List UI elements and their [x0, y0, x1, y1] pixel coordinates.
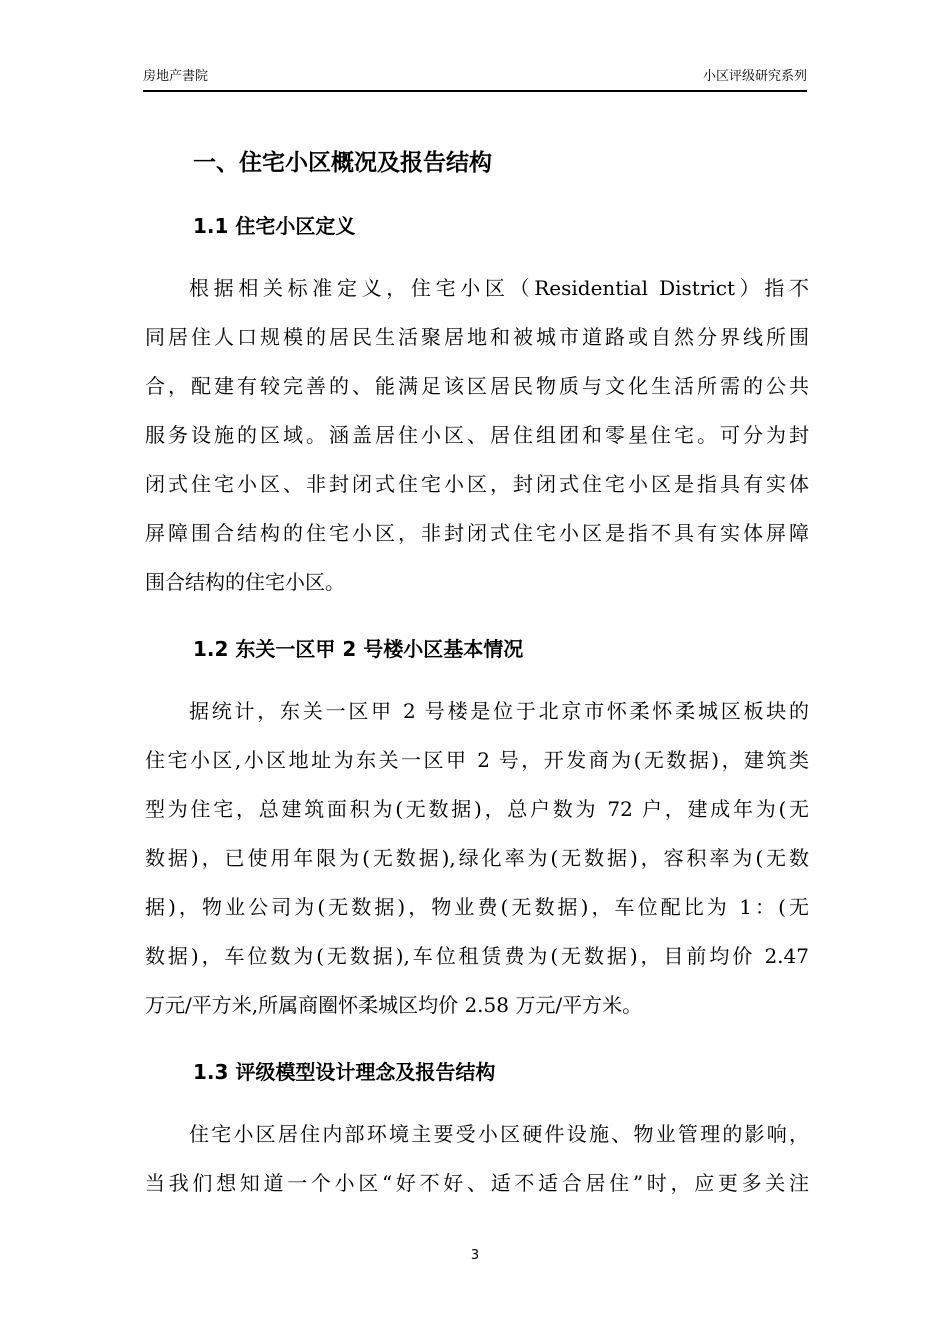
paragraph-line: 型为住宅，总建筑面积为(无数据)，总户数为 72 户，建成年为(无 [145, 797, 809, 821]
section-1-2-paragraph [145, 687, 809, 1030]
paragraph-line: 数据)，已使用年限为(无数据),绿化率为(无数据)，容积率为(无数 [145, 846, 809, 870]
paragraph-line: 数据)，车位数为(无数据),车位租赁费为(无数据)，目前均价 2.47 [145, 944, 809, 968]
paragraph-line: 围合结构的住宅小区。 [145, 570, 345, 594]
paragraph-line: 闭式住宅小区、非封闭式住宅小区，封闭式住宅小区是指具有实体 [145, 472, 809, 496]
page-number: 3 [470, 1248, 480, 1263]
paragraph-line: 同居住人口规模的居民生活聚居地和被城市道路或自然分界线所围 [145, 325, 809, 349]
paragraph-line: 合，配建有较完善的、能满足该区居民物质与文化生活所需的公共 [145, 374, 809, 398]
section-title-1-3: 1.3 评级模型设计理念及报告结构 [193, 1060, 496, 1084]
chapter-title: 一、住宅小区概况及报告结构 [193, 150, 492, 176]
paragraph-line: 服务设施的区域。涵盖居住小区、居住组团和零星住宅。可分为封 [145, 423, 809, 447]
page-header [143, 66, 807, 92]
paragraph-line: 住宅小区,小区地址为东关一区甲 2 号，开发商为(无数据)，建筑类 [145, 748, 809, 772]
paragraph-line: 据)，物业公司为(无数据)，物业费(无数据)，车位配比为 1：(无 [145, 895, 809, 919]
paragraph-line: 当我们想知道一个小区“好不好、适不适合居住”时，应更多关注 [145, 1171, 809, 1195]
paragraph-line: 根据相关标准定义，住宅小区（Residential District）指不 [189, 276, 809, 300]
section-title-1-1: 1.1 住宅小区定义 [193, 214, 356, 238]
section-1-1-paragraph [145, 264, 809, 607]
paragraph-line: 住宅小区居住内部环境主要受小区硬件设施、物业管理的影响， [189, 1122, 809, 1146]
header-publisher: 房地产書院 [143, 69, 209, 84]
header-series-title: 小区评级研究系列 [702, 69, 807, 84]
section-title-1-2: 1.2 东关一区甲 2 号楼小区基本情况 [193, 637, 524, 661]
section-1-3-paragraph [145, 1110, 809, 1208]
paragraph-line: 万元/平方米,所属商圈怀柔城区均价 2.58 万元/平方米。 [145, 993, 643, 1017]
paragraph-line: 屏障围合结构的住宅小区，非封闭式住宅小区是指不具有实体屏障 [145, 521, 809, 545]
paragraph-line: 据统计，东关一区甲 2 号楼是位于北京市怀柔怀柔城区板块的 [189, 699, 809, 723]
